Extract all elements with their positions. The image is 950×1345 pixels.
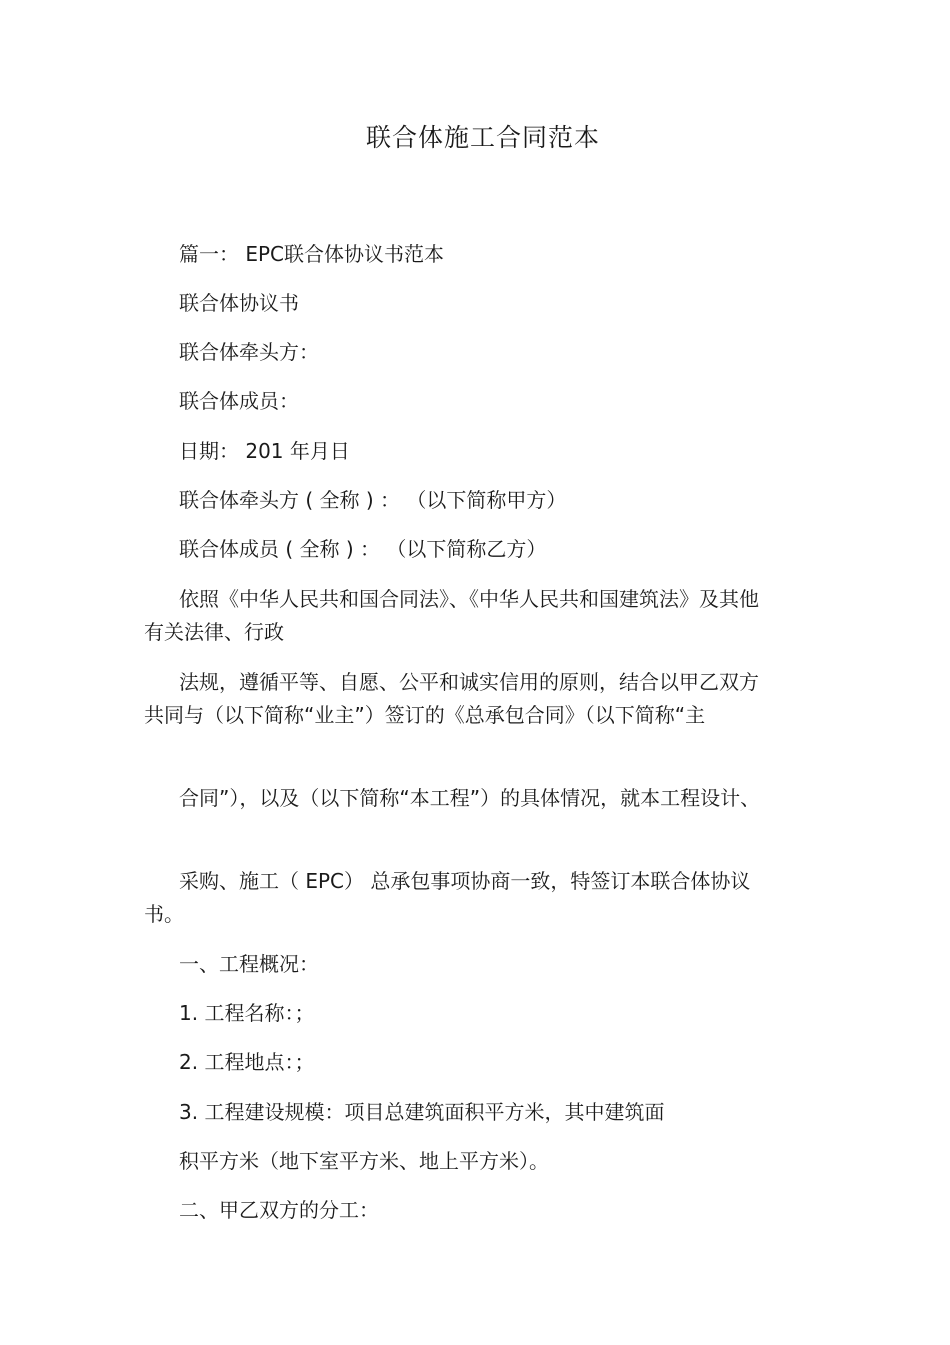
paragraph-date: 日期： 201 年月日 [179, 439, 350, 463]
list-item-project-scale: 3. 工程建设规模：项目总建筑面积平方米，其中建筑面 [179, 1100, 665, 1124]
paragraph-party-b: 联合体成员 ( 全称 ) ： （以下简称乙方） [179, 537, 547, 561]
paragraph-contract-scope: 合同”），以及（以下简称“本工程”）的具体情况，就本工程设计、 [179, 786, 761, 810]
paragraph-party-a: 联合体牵头方 ( 全称 ) ： （以下简称甲方） [179, 488, 567, 512]
paragraph-lead-party: 联合体牵头方： [179, 340, 319, 364]
section-heading-division: 二、甲乙双方的分工： [179, 1198, 379, 1222]
paragraph-legal-basis: 依照《中华人民共和国合同法》、《中华人民共和国建筑法》及其他有关法律、行政 [144, 587, 759, 644]
paragraph-chapter-heading: 篇一： EPC联合体协议书范本 [179, 242, 445, 266]
paragraph-agreement-title: 联合体协议书 [179, 291, 299, 315]
list-item-project-location: 2. 工程地点：； [179, 1050, 315, 1074]
paragraph-area-detail: 积平方米（地下室平方米、地上平方米）。 [179, 1149, 549, 1173]
section-heading-overview: 一、工程概况： [179, 952, 319, 976]
paragraph-epc-agreement: 采购、施工（ EPC） 总承包事项协商一致，特签订本联合体协议书。 [144, 869, 751, 926]
paragraph-member: 联合体成员： [179, 389, 299, 413]
document-title: 联合体施工合同范本 [365, 123, 600, 152]
list-item-project-name: 1. 工程名称：； [179, 1001, 315, 1025]
paragraph-principles: 法规，遵循平等、自愿、公平和诚实信用的原则，结合以甲乙双方共同与（以下简称“业主”）签订的《总承包合同》（以下简称“主 [144, 670, 759, 727]
